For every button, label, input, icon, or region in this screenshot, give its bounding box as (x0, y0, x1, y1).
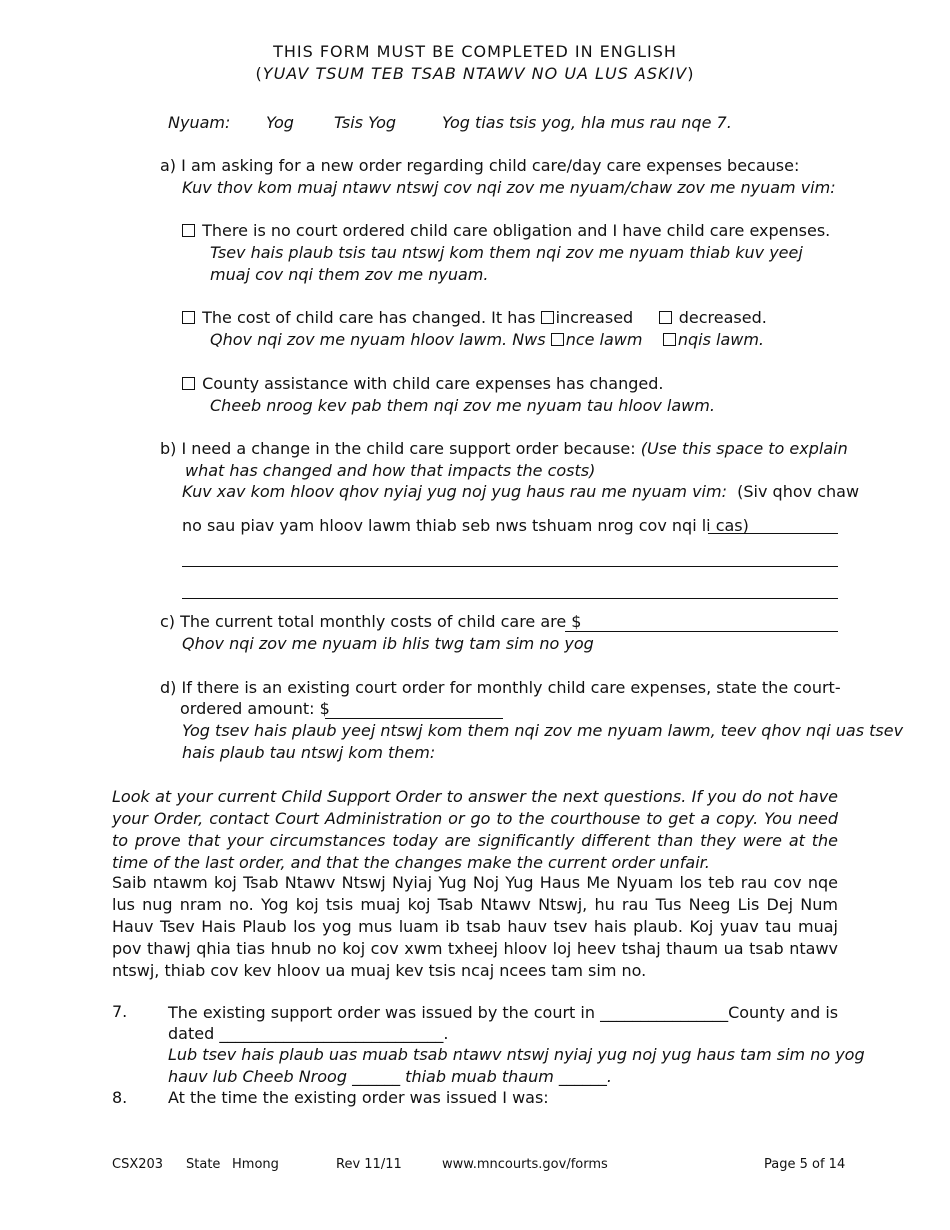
section-c-en: The current total monthly costs of child care are $ (180, 612, 582, 631)
section-b-question (160, 439, 848, 458)
option-cost-changed-en: The cost of child care has changed. It has (202, 308, 536, 327)
section-b-en-italic2: what has changed and how that impacts the costs) (185, 461, 596, 480)
nyuam-yes: Yog (266, 113, 294, 132)
header-paren-open: ( (255, 64, 263, 83)
nyuam-no: Tsis Yog (334, 113, 397, 132)
section-b-hm-line2: no sau piav yam hloov lawm thiab seb nws tshuam nrog cov nqi li cas) (182, 516, 749, 535)
nyuam-instruction: Yog tias tsis yog, hla mus rau nqe 7. (442, 113, 732, 132)
option-cost-changed-hm-line (210, 330, 764, 349)
section-b-answer-line-3[interactable] (182, 598, 838, 599)
increased-label: increased (555, 308, 634, 327)
section-d-hm2: hais plaub tau ntswj kom them: (182, 743, 436, 762)
section-b-hm: Kuv xav kom hloov qhov nyiaj yug noj yug haus rau me nyuam vim: (182, 482, 727, 501)
section-d-en2: ordered amount: $ (180, 699, 330, 718)
section-b-prefix: b) (160, 439, 177, 458)
option-county-assistance-en: County assistance with child care expenses has changed. (202, 374, 664, 393)
option-no-court-order (182, 221, 830, 240)
item-8-en: At the time the existing order was issued I was: (168, 1088, 549, 1107)
monthly-cost-field[interactable] (565, 631, 838, 632)
item-7-number: 7. (112, 1002, 128, 1021)
decreased-checkbox[interactable] (659, 311, 672, 324)
header-hmong-text: YUAV TSUM TEB TSAB NTAWV NO UA LUS ASKIV (262, 64, 688, 83)
option-county-assistance-checkbox[interactable] (182, 377, 195, 390)
section-a-en: I am asking for a new order regarding child care/day care expenses because: (181, 156, 800, 175)
section-c-prefix: c) (160, 612, 176, 631)
nyuam-label: Nyuam: (168, 113, 231, 132)
footer-rev: Rev 11/11 (336, 1157, 402, 1172)
option-cost-changed-hm: Qhov nqi zov me nyuam hloov lawm. Nws (210, 330, 546, 349)
section-b-hm-paren: (Siv qhov chaw (737, 482, 860, 501)
section-a-prefix: a) (160, 156, 177, 175)
option-no-court-order-checkbox[interactable] (182, 224, 195, 237)
decreased-label: decreased. (678, 308, 767, 327)
footer-page-number: Page 5 of 14 (764, 1157, 846, 1172)
section-b-en: I need a change in the child care support order because: (181, 439, 636, 458)
section-b-en-italic: (Use this space to explain (640, 439, 848, 458)
footer-url[interactable]: www.mncourts.gov/forms (442, 1157, 608, 1172)
item-7-en1: The existing support order was issued by the court in ________________County and is (168, 1003, 839, 1022)
option-no-court-order-hm: Tsev hais plaub tsis tau ntswj kom them nqi zov me nyuam thiab kuv yeej muaj cov nqi them zov me nyuam. (210, 243, 803, 284)
footer-form-id: CSX203 (112, 1157, 164, 1172)
option-no-court-order-en: There is no court ordered child care obligation and I have child care expenses. (202, 221, 831, 240)
form-header-hmong (0, 64, 950, 83)
option-cost-changed-checkbox[interactable] (182, 311, 195, 324)
footer-language: Hmong (232, 1157, 279, 1172)
option-cost-changed (182, 308, 767, 327)
section-c-hm: Qhov nqi zov me nyuam ib hlis twg tam sim no yog (182, 634, 594, 653)
section-d-prefix: d) (160, 678, 177, 697)
section-a-hm: Kuv thov kom muaj ntawv ntswj cov nqi zov me nyuam/chaw zov me nyuam vim: (182, 178, 836, 197)
option-county-assistance-hm: Cheeb nroog kev pab them nqi zov me nyuam tau hloov lawm. (210, 396, 715, 415)
item-7-hm1: Lub tsev hais plaub uas muab tsab ntawv ntswj nyiaj yug noj yug haus tam sim no yog (168, 1045, 865, 1064)
section-a-question (160, 156, 799, 175)
hm-decreased-label: nqis lawm. (677, 330, 764, 349)
increased-checkbox[interactable] (541, 311, 554, 324)
notice-en: Look at your current Child Support Order to answer the next questions. If you do not have your Order, contact Court Administration or go to the courthouse to get a copy. You need to prove that your circumstances today are significantly different than they were at the time of the last order, and that the changes make the current order unfair. (112, 787, 838, 872)
hm-increased-label: nce lawm (565, 330, 643, 349)
section-d-hm1: Yog tsev hais plaub yeej ntswj kom them nqi zov me nyuam lawm, teev qhov nqi uas tsev (182, 721, 904, 740)
hm-increased-checkbox[interactable] (551, 333, 564, 346)
footer-state: State (186, 1157, 221, 1172)
section-b-hm-line1 (182, 482, 859, 501)
item-8-number: 8. (112, 1088, 128, 1107)
item-7-en2: dated ____________________________. (168, 1024, 449, 1043)
court-ordered-amount-field[interactable] (325, 718, 503, 719)
option-county-assistance (182, 374, 664, 393)
header-paren-close: ) (687, 64, 695, 83)
section-b-answer-line-2[interactable] (182, 566, 838, 567)
form-header-english: THIS FORM MUST BE COMPLETED IN ENGLISH (273, 42, 677, 61)
section-d-en: If there is an existing court order for monthly child care expenses, state the court- (181, 678, 841, 697)
section-c-question (160, 612, 581, 631)
item-7-hm2: hauv lub Cheeb Nroog ______ thiab muab thaum ______. (168, 1067, 612, 1086)
hm-decreased-checkbox[interactable] (663, 333, 676, 346)
section-b-answer-line-1[interactable] (708, 533, 838, 534)
notice-hm: Saib ntawm koj Tsab Ntawv Ntswj Nyiaj Yug Noj Yug Haus Me Nyuam los teb rau cov nqe lus nug nram no. Yog koj tsis muaj koj Tsab Ntawv Ntswj, hu rau Tus Neeg Lis Dej Num Hauv Tsev Hais Plaub los yog mus luam ib tsab hauv tsev hais plaub. Koj yuav tau muaj pov thawj qhia tias hnub no koj cov xwm txheej hloov loj heev tshaj thaum ua tsab ntawv ntswj, thiab cov kev hloov ua muaj kev tsis ncaj ncees tam sim no. (112, 873, 838, 980)
section-d-question (160, 678, 841, 697)
